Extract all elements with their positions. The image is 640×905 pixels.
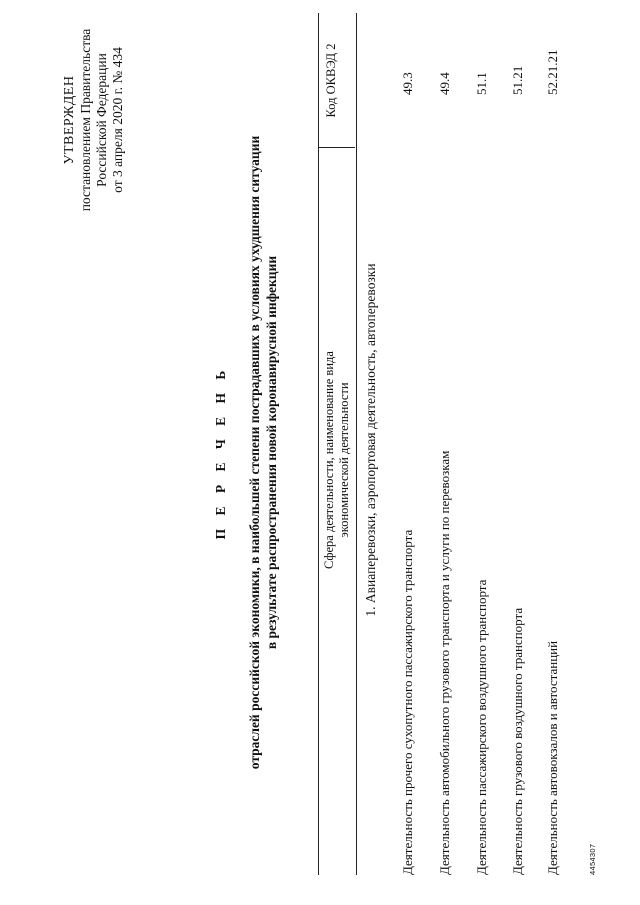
subtitle-line: в результате распространения новой коронавирусной инфекции — [264, 255, 279, 650]
row-activity-name: Деятельность прочего сухопутного пассажирского транспорта — [400, 529, 415, 875]
row-activity-name: Деятельность автовокзалов и автостанций — [545, 640, 560, 875]
header-activity — [322, 315, 352, 605]
document-title: П Е Р Е Ч Е Н Ь — [213, 365, 228, 540]
approval-date: от 3 апреля 2020 г. № 434 — [110, 47, 125, 193]
row-activity-code: 52.21.21 — [545, 49, 560, 95]
subtitle-line: отраслей российской экономики, в наибольшей степени пострадавших в условиях ухудшения ситуации — [247, 135, 262, 770]
document-subtitle — [246, 60, 280, 845]
header-activity-line: Сфера деятельности, наименование вида — [322, 351, 336, 569]
row-activity-code: 51.21 — [510, 65, 525, 95]
approval-stamp — [62, 10, 126, 230]
row-activity-name: Деятельность грузового воздушного транспорта — [510, 607, 525, 875]
row-activity-name: Деятельность автомобильного грузового транспорта и услуги по перевозкам — [437, 450, 452, 875]
approval-title: УТВЕРЖДЕН — [62, 75, 77, 165]
approval-line: постановлением Правительства — [78, 28, 93, 212]
row-activity-code: 49.3 — [400, 72, 415, 95]
row-activity-code: 49.4 — [437, 72, 452, 95]
approval-line: Российской Федерации — [94, 53, 109, 187]
section-heading: 1. Авиаперевозки, аэропортовая деятельность, автоперевозки — [363, 263, 378, 617]
header-activity-line: экономической деятельности — [337, 382, 351, 538]
row-activity-name: Деятельность пассажирского воздушного транспорта — [474, 579, 489, 875]
header-code: Код ОКВЭД 2 — [324, 43, 338, 118]
document-footnote: 4454307 — [588, 843, 597, 875]
row-activity-code: 51.1 — [474, 72, 489, 95]
